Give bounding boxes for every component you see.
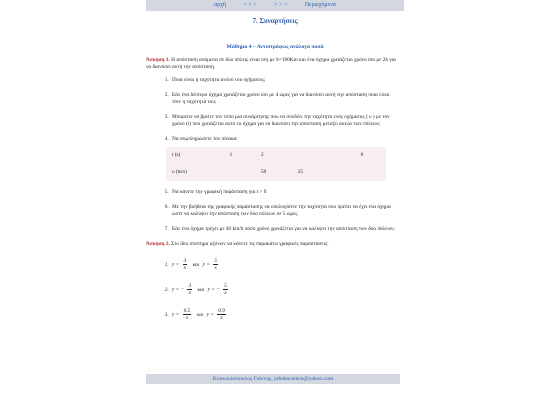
table-instruction: Να συμπληρώσετε τον πίνακα: <box>172 136 238 142</box>
nav-prev-link[interactable]: < < < <box>243 2 257 8</box>
exercise-2-list <box>146 258 396 321</box>
exercise-2 <box>146 241 396 248</box>
function-pair <box>170 283 396 296</box>
table-row <box>166 147 386 164</box>
exercise-1-text: Η απόσταση ανάμεσα σε δύο πόλεις είναι ίση με S=100Km και ένα όχημα χρειάζεται χρόνο ίσο με 2h για να διανύσει αυτή την απόσταση. <box>146 57 396 70</box>
and-word: και <box>197 286 205 293</box>
exercise-1-item: 6. Με την βοήθεια της γραφικής παράστασης να υπολογίσετε την ταχύτητα που πρέπει να έχει ένα όχημα ώστε να καλύψει την απόσταση των δύο πόλεων σε 5 ώρες. <box>170 204 396 218</box>
exercise-1 <box>146 57 396 71</box>
lesson-title: Μάθημα 4 – Αντιστρόφως ανάλογα ποσά <box>226 44 324 50</box>
denominator: x <box>188 290 191 296</box>
table-cell <box>292 147 329 164</box>
fraction <box>183 258 188 271</box>
table-cell: 1 <box>229 152 233 158</box>
exercise-1-list <box>146 77 396 233</box>
table-cell: t (s) <box>172 152 181 158</box>
chapter-title: 7. Συναρτήσεις <box>252 17 298 25</box>
fraction <box>187 283 192 296</box>
lhs: y = <box>206 311 214 318</box>
denominator: x <box>183 265 187 271</box>
function-pair <box>170 308 396 321</box>
function-pair <box>170 258 396 271</box>
table-cell <box>224 164 255 181</box>
numerator: 0.9 <box>218 308 225 314</box>
numerator: 5 <box>214 258 217 264</box>
table-row <box>166 164 386 181</box>
top-navigation-bar <box>146 0 404 11</box>
lhs: y = <box>207 286 215 293</box>
and-word: και <box>192 261 200 268</box>
exercise-1-item: 2. Εάν ένα δεύτερο όχημα χρειάζεται χρόνο ίσο με 4 ώρες για να διανύσει αυτή την απόσταση ποια είναι τότε η ταχύτητά του; <box>170 92 396 106</box>
exercise-1-label: Άσκηση 1. <box>146 57 170 63</box>
table-cell <box>329 164 355 181</box>
denominator: x <box>214 265 217 271</box>
exercise-2-label: Άσκηση 2. <box>146 241 170 247</box>
exercise-1-item: 3. Μπορείτε να βρείτε τον τύπο μια συνάρτησης που να συνδέει την ταχύτητα ενός οχήματος ( υ ) με τον χρόνο (t) που χρειάζεται αυτό το όχημα για να διανύσει την απόσταση μεταξύ αυτών των πόλεων; <box>170 114 396 128</box>
lhs: y = <box>172 286 180 293</box>
exercise-2-text: Στο ίδιο σύστημα αξόνων να κάνετε τις παρακάτω γραφικές παραστάσεις: <box>171 241 329 247</box>
fraction <box>213 258 218 271</box>
exercise-1-item: 5. Να κάνετε την γραφική παράσταση για t > 0 <box>170 189 396 196</box>
minus-sign: − <box>216 286 220 293</box>
nav-next-link[interactable]: > > > <box>274 2 288 8</box>
numerator: 3 <box>188 283 192 289</box>
lhs: y = <box>172 311 180 318</box>
nav-home-link[interactable]: αρχή <box>214 2 227 8</box>
denominator: x <box>220 315 223 321</box>
exercise-1-item <box>170 136 396 181</box>
table-cell <box>355 164 386 181</box>
table-cell <box>329 147 355 164</box>
denominator: x <box>224 290 227 296</box>
denominator: x <box>185 315 189 321</box>
lhs: y = <box>172 261 180 268</box>
fraction <box>183 308 192 321</box>
exercise-1-item: 1. Ποια είναι η ταχύτητα αυτού του οχήματος; <box>170 77 396 84</box>
numerator: 5 <box>224 283 227 289</box>
exercise-1-item: 7. Εάν ένα όχημα τρέχει με 40 km/h πόσο χρόνο χρειάζεται για να καλύψει την απόσταση των δύο πόλεων; <box>170 226 396 233</box>
lesson-content <box>146 57 396 333</box>
table-cell: 0 <box>360 152 364 158</box>
lhs: y = <box>202 261 210 268</box>
minus-sign: − <box>180 286 185 293</box>
author-footer[interactable]: Κουκουλόπουλος Γιάννης, johnkscience@yahoo.com <box>146 374 400 384</box>
table-cell: υ (m/s) <box>172 169 187 175</box>
nav-contents-link[interactable]: Περιεχόμενα <box>304 2 336 8</box>
values-table <box>166 147 386 181</box>
and-word: και <box>196 311 204 318</box>
table-cell: 50 <box>260 169 267 175</box>
numerator: 3 <box>183 258 187 264</box>
table-cell: 25 <box>297 169 304 175</box>
numerator: 0.5 <box>183 308 191 314</box>
table-cell: 2 <box>260 152 264 158</box>
fraction <box>217 308 226 321</box>
fraction <box>223 283 228 296</box>
